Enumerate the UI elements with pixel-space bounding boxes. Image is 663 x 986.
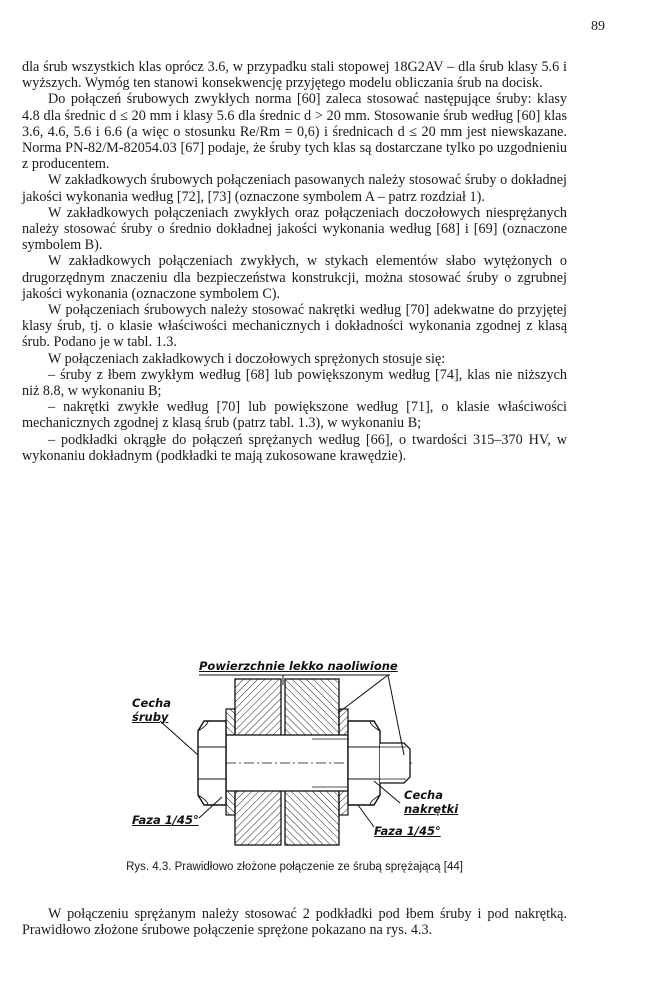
paragraph: Do połączeń śrubowych zwykłych norma [60] zaleca stosować następujące śruby: klasy 4.8 dla średnic d ≤ 20 mm i klasy 5.6 dla średnic d > 20 mm. Stosowanie śrub według [60] klas 3.6, 4.6, 5.6 i 6.6 (a więc o stosunku Re/Rm = 0,6) i średnicach d ≤ 20 mm jest niewskazane. Norma PN-82/M-82054.03 [67] podaje, że śruby tych klas są dostarczane tylko po uzgodnieniu z producentem. <box>22 91 567 173</box>
figure-caption: Rys. 4.3. Prawidłowo złożone połączenie ze śrubą sprężającą [44] <box>126 861 463 873</box>
label-nut-mark-1: Cecha <box>404 788 444 802</box>
list-item: – podkładki okrągłe do połączeń sprężanych według [66], o twardości 315–370 HV, w wykonaniu dokładnym (podkładki te mają zukosowane krawędzie). <box>22 431 567 464</box>
paragraph: W połączeniach zakładkowych i doczołowych sprężonych stosuje się: <box>48 350 446 367</box>
label-bolt-mark-1: Cecha <box>132 696 172 710</box>
label-nut-mark-2: nakrętki <box>404 802 459 816</box>
paragraph: W zakładkowych połączeniach zwykłych oraz połączeniach doczołowych niesprężanych należy stosować śruby o średnio dokładnej jakości wykonania według [68] i [69] (oznaczone symbolem B). <box>22 204 567 254</box>
paragraph: dla śrub wszystkich klas oprócz 3.6, w przypadku stali stopowej 18G2AV – dla śrub klasy 5.6 i wyższych. Wymóg ten stanowi konsekwencję przyjętego modelu obliczania śrub na docisk. <box>22 59 567 92</box>
label-oiled-surfaces: Powierzchnie lekko naoliwione <box>199 659 398 673</box>
bolt-joint-figure <box>112 655 492 855</box>
list-item: – nakrętki zwykłe według [70] lub powiększone według [71], o klasie właściwości mechanicznych zgodnej z klasą śrub (patrz tabl. 1.3), w wykonaniu B; <box>22 399 567 432</box>
bolt-thread-end <box>380 743 410 783</box>
paragraph: W połączeniach śrubowych należy stosować nakrętki według [70] adekwatne do przyjętej klasy śrub, tj. o klasie właściwości mechanicznych i dokładności wykonania zgodnej z klasą śrub. Podano je w tabl. 1.3. <box>22 302 567 351</box>
body-text <box>22 59 567 464</box>
paragraph: W połączeniu sprężanym należy stosować 2 podkładki pod łbem śruby i pod nakrętką. Prawidłowo złożone śrubowe połączenie sprężone pokazano na rys. 4.3. <box>22 906 567 939</box>
label-bolt-mark-2: śruby <box>132 710 169 724</box>
bolt-head <box>198 721 226 805</box>
label-chamfer-left: Faza 1/45° <box>132 813 199 827</box>
page-number: 89 <box>591 19 605 34</box>
closing-text <box>22 906 567 938</box>
list-item: – śruby z łbem zwykłym według [68] lub powiększonym według [74], klas nie niższych niż 8.8, w wykonaniu B; <box>22 366 567 400</box>
nut <box>348 721 380 805</box>
paragraph: W zakładkowych połączeniach zwykłych, w stykach elementów słabo wytężonych o drugorzędnym znaczeniu dla bezpieczeństwa konstrukcji, można stosować śruby o zgrubnej jakości wykonania (oznaczone symbolem C). <box>22 253 567 302</box>
label-chamfer-right: Faza 1/45° <box>374 824 441 838</box>
paragraph: W zakładkowych śrubowych połączeniach pasowanych należy stosować śruby o dokładnej jakości wykonania według [72], [73] (oznaczone symbolem A – patrz rozdział 1). <box>22 172 567 205</box>
